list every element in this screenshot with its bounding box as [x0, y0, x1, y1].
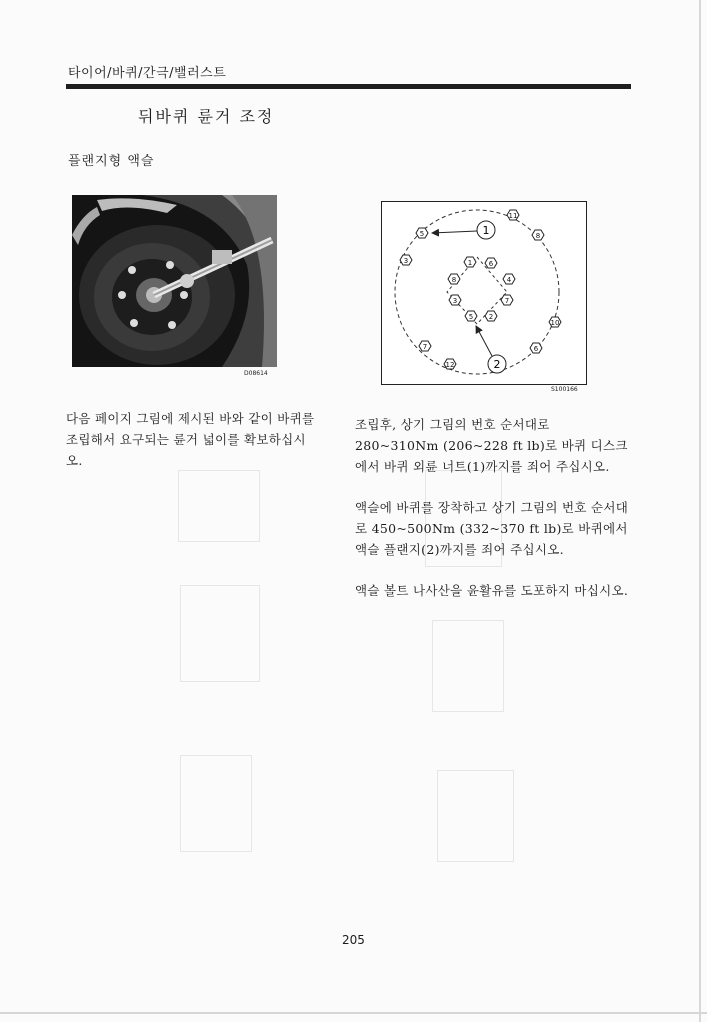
wheel-photo-drawing	[72, 195, 277, 367]
inner-bolt-8	[448, 274, 460, 284]
svg-text:5: 5	[468, 313, 474, 321]
svg-text:7: 7	[422, 343, 428, 351]
inner-bolt-2	[485, 311, 497, 321]
svg-text:12: 12	[445, 361, 455, 369]
svg-text:3: 3	[452, 297, 458, 305]
instruction-paragraph-2: 액슬에 바퀴를 장착하고 상기 그림의 번호 순서대로 450~500Nm (332~370 ft lb)로 바퀴에서 액슬 플랜지(2)까지를 죄어 주십시오.	[355, 500, 629, 557]
svg-text:8: 8	[535, 232, 541, 240]
svg-text:1: 1	[482, 224, 490, 237]
inner-bolt-7	[501, 295, 513, 305]
bleed-through-box	[178, 470, 260, 542]
page-title: 뒤바퀴 륜거 조정	[138, 107, 275, 126]
page-number: 205	[342, 933, 365, 947]
outer-bolt-3	[400, 255, 412, 265]
svg-text:2: 2	[488, 313, 494, 321]
svg-text:4: 4	[506, 276, 512, 284]
svg-text:10: 10	[550, 319, 560, 327]
bolt-sequence-drawing	[382, 202, 586, 384]
outer-bolt-5	[416, 228, 428, 238]
outer-bolt-6	[530, 343, 542, 353]
svg-text:6: 6	[533, 345, 539, 353]
right-column	[355, 414, 630, 621]
wheel-photo	[72, 195, 277, 367]
bleed-through-box	[180, 755, 252, 852]
bleed-through-box	[180, 585, 260, 682]
outer-bolt-10	[549, 317, 561, 327]
page-edge	[699, 0, 701, 1022]
outer-bolt-12	[444, 359, 456, 369]
outer-bolt-11	[507, 210, 519, 220]
inner-bolt-6	[485, 258, 497, 268]
svg-text:8: 8	[451, 276, 457, 284]
outer-bolt-8	[532, 230, 544, 240]
svg-text:3: 3	[403, 257, 409, 265]
diagram-code: S100166	[551, 386, 578, 393]
svg-text:2: 2	[493, 358, 501, 371]
callout-2	[476, 326, 506, 373]
bleed-through-box	[432, 620, 504, 712]
inner-bolt-4	[503, 274, 515, 284]
inner-bolt-5	[465, 311, 477, 321]
svg-text:6: 6	[488, 260, 494, 268]
instruction-paragraph-1: 조립후, 상기 그림의 번호 순서대로 280~310Nm (206~228 ft lb)로 바퀴 디스크에서 바퀴 외륜 너트(1)까지를 죄어 주십시오.	[355, 417, 628, 474]
inner-bolt-3	[449, 295, 461, 305]
page-edge-bottom	[0, 1012, 707, 1014]
photo-code: D08614	[244, 370, 268, 377]
svg-text:11: 11	[508, 212, 518, 220]
callout-1	[432, 221, 495, 239]
instruction-paragraph-3: 액슬 볼트 나사산을 윤활유를 도포하지 마십시오.	[355, 583, 629, 598]
bolt-sequence-diagram	[381, 201, 587, 385]
inner-bolt-1	[464, 257, 476, 267]
svg-text:1: 1	[467, 259, 473, 267]
left-paragraph: 다음 페이지 그림에 제시된 바와 같이 바퀴를 조립해서 요구되는 륜거 넓이를 확보하십시오.	[66, 411, 315, 468]
outer-bolt-7	[419, 341, 431, 351]
svg-text:7: 7	[504, 297, 510, 305]
header-rule	[66, 84, 631, 89]
svg-text:5: 5	[419, 230, 425, 238]
subtitle: 플랜지형 액슬	[68, 154, 155, 169]
bleed-through-box	[437, 770, 514, 862]
section-header: 타이어/바퀴/간극/밸러스트	[68, 66, 227, 81]
